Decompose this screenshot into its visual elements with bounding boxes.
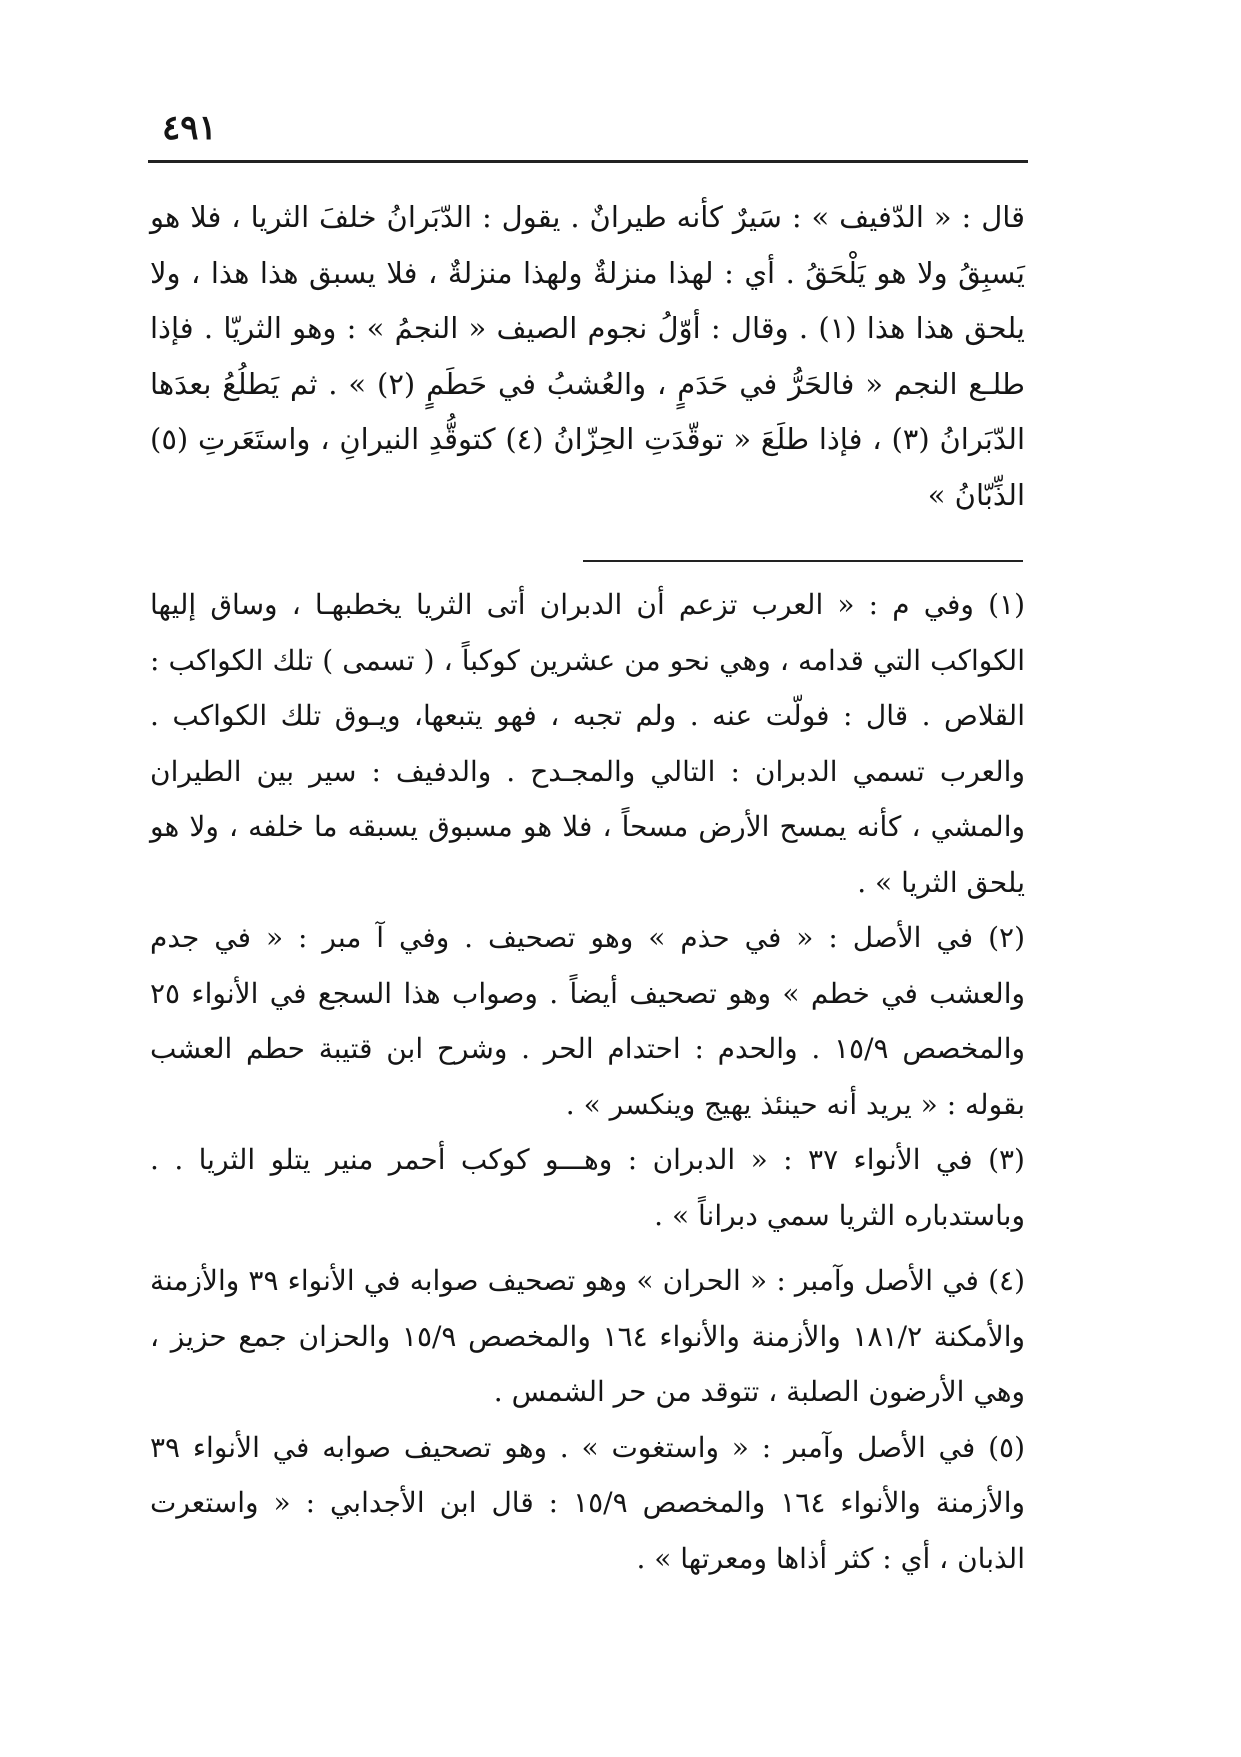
footnotes [150, 577, 1025, 1586]
footnote-1: (١) وفي م : « العرب تزعم أن الدبران أتى الثريا يخطبهـا ، وساق إليها الكواكب التي قدامه ، وهي نحو من عشرين كوكباً ، ( تسمى ) تلك الكواكب : القلاص . قال : فولّت عنه . ولم تجبه ، فهو يتبعها، ويـوق تلك الكواكب . والعرب تسمي الدبران : التالي والمجـدح . والدفيف : سير بين الطيران والمشي ، كأنه يمسح الأرض مسحاً ، فلا هو مسبوق يسبقه ما خلفه ، ولا هو يلحق الثريا » . [150, 588, 1025, 899]
footnote-separator [583, 560, 1023, 562]
page-number: ٤٩١ [162, 108, 217, 148]
main-paragraph: قال : « الدّفيف » : سَيرٌ كأنه طيرانٌ . يقول : الدّبَرانُ خلفَ الثريا ، فلا هو يَسبِقُ ولا هو يَلْحَقُ . أي : لهذا منزلةٌ ولهذا منزلةٌ ، فلا يسبق هذا هذا ، ولا يلحق هذا هذا (١) . وقال : أوّلُ نجوم الصيف « النجمُ » : وهو الثريّا . فإذا طلـع النجم « فالحَرُّ في حَدَمٍ ، والعُشبُ في حَطَمٍ (٢) » . ثم يَطلُعُ بعدَها الدّبَرانُ (٣) ، فإذا طلَعَ « توقّدَتِ الحِزّانُ (٤) كتوقُّدِ النيرانِ ، واستَعَرتِ (٥) الذِّبّانُ » [150, 200, 1026, 512]
footnote-3: (٣) في الأنواء ٣٧ : « الدبران : وهـــو كوكب أحمر منير يتلو الثريا . . وباستدباره الثريا سمي دبراناً » . [150, 1143, 1025, 1232]
header-rule [148, 160, 1028, 163]
footnote-2: (٢) في الأصل : « في حذم » وهو تصحيف . وفي آ مبر : « في جدم والعشب في خطم » وهو تصحيف أيضاً . وصواب هذا السجع في الأنواء ٢٥ والمخصص ١٥/٩ . والحدم : احتدام الحر . وشرح ابن قتيبة حطم العشب بقوله : « يريد أنه حينئذ يهيج وينكسر » . [150, 921, 1025, 1121]
main-text [150, 190, 1025, 523]
footnote-5: (٥) في الأصل وآمبر : « واستغوت » . وهو تصحيف صوابه في الأنواء ٣٩ والأزمنة والأنواء ١٦٤ والمخصص ١٥/٩ : قال ابن الأجدابي : « واستعرت الذبان ، أي : كثر أذاها ومعرتها » . [150, 1430, 1026, 1575]
footnote-4: (٤) في الأصل وآمبر : « الحران » وهو تصحيف صوابه في الأنواء ٣٩ والأزمنة والأمكنة ١٨١/٢ والأزمنة والأنواء ١٦٤ والمخصص ١٥/٩ والحزان جمع حزيز ، وهي الأرضون الصلبة ، تتوقد من حر الشمس . [150, 1264, 1025, 1408]
